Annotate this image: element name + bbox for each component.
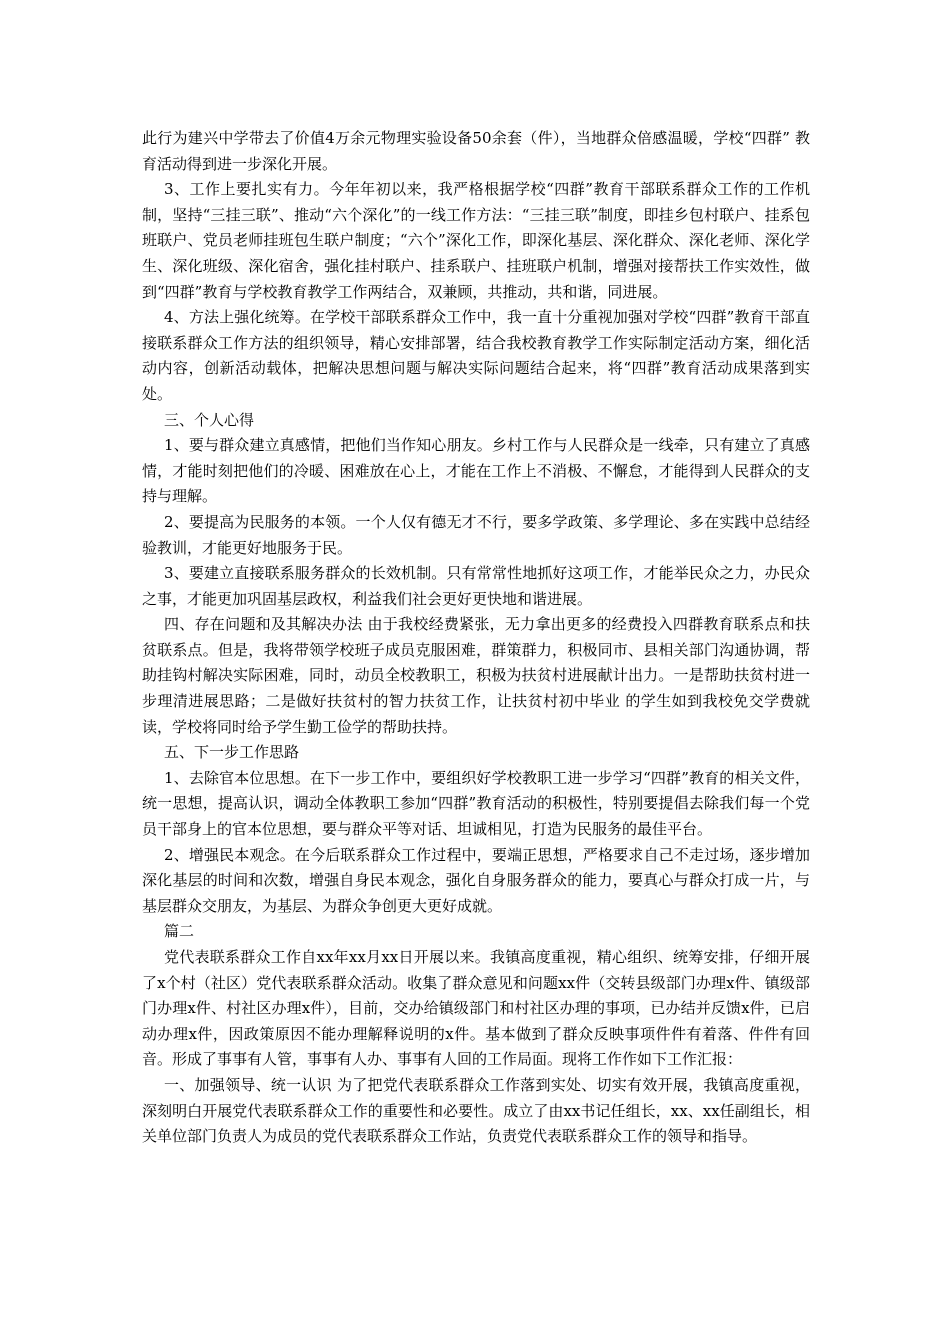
- paragraph-next-step-2: 2、增强民本观念。在今后联系群众工作过程中，要端正思想，严格要求自己不走过场，逐步增加深化基层的时间和次数，增强自身民本观念，强化自身服务群众的能力，要真心与群众打成一片，与基层群众交朋友，为基层、为群众争创更大更好成就。: [142, 845, 810, 915]
- document-body: [142, 126, 810, 1150]
- paragraph-insight-1: 1、要与群众建立真感情，把他们当作知心朋友。乡村工作与人民群众是一线牵，只有建立了真感情，才能时刻把他们的冷暖、困难放在心上，才能在工作上不消极、不懈怠，才能得到人民群众的支持与理解。: [142, 436, 810, 506]
- paragraph-leadership: 一、加强领导、统一认识 为了把党代表联系群众工作落到实处、切实有效开展，我镇高度重视，深刻明白开展党代表联系群众工作的重要性和必要性。成立了由xx书记任组长，xx、xx任副组长，相关单位部门负责人为成员的党代表联系群众工作站，负责党代表联系群众工作的领导和指导。: [142, 1075, 810, 1146]
- section-heading-part-two: 篇二: [164, 922, 195, 941]
- paragraph-part-two-intro: 党代表联系群众工作自xx年xx月xx日开展以来。我镇高度重视，精心组织、统筹安排，仔细开展了x个村（社区）党代表联系群众活动。收集了群众意见和问题xx件（交转县级部门办理x件、镇级部门办理x件、村社区办理x件），目前，交办给镇级部门和村社区办理的事项，已办结并反馈x件，已启动办理x件，因政策原因不能办理解释说明的x件。基本做到了群众反映事项件件有着落、件件有回音。形成了事事有人管，事事有人办、事事有人回的工作局面。现将工作作如下工作汇报：: [142, 948, 810, 1069]
- paragraph-next-step-1: 1、去除官本位思想。在下一步工作中，要组织好学校教职工进一步学习“四群”教育的相关文件，统一思想，提高认识，调动全体教职工参加“四群”教育活动的积极性，特别要提倡去除我们每一个党员干部身上的官本位思想，要与群众平等对话、坦诚相见，打造为民服务的最佳平台。: [142, 768, 810, 839]
- paragraph-insight-2: 2、要提高为民服务的本领。一个人仅有德无才不行，要多学政策、多学理论、多在实践中总结经验教训，才能更好地服务于民。: [142, 512, 810, 557]
- paragraph-method-coordination: 4、方法上强化统筹。在学校干部联系群众工作中，我一直十分重视加强对学校“四群”教育干部直接联系群众工作方法的组织领导，精心安排部署，结合我校教育教学工作实际制定活动方案，细化活动内容，创新活动载体，把解决思想问题与解决实际问题结合起来，将“四群”教育活动成果落到实处。: [142, 308, 810, 403]
- paragraph-continuation: 此行为建兴中学带去了价值4万余元物理实验设备50余套（件），当地群众倍感温暖，学校“四群” 教育活动得到进一步深化开展。: [142, 129, 810, 173]
- section-heading-personal-insights: 三、个人心得: [164, 410, 255, 429]
- section-heading-next-steps: 五、下一步工作思路: [164, 743, 300, 762]
- paragraph-insight-3: 3、要建立直接联系服务群众的长效机制。只有常常性地抓好这项工作，才能举民众之力，办民众之事，才能更加巩固基层政权，利益我们社会更好更快地和谐进展。: [142, 564, 810, 608]
- paragraph-work-solid: 3、工作上要扎实有力。今年年初以来，我严格根据学校“四群”教育干部联系群众工作的工作机制，坚持“三挂三联”、推动“六个深化”的一线工作方法：“三挂三联”制度，即挂乡包村联户、挂系包班联户、党员老师挂班包生联户制度；“六个”深化工作，即深化基层、深化群众、深化老师、深化学生、深化班级、深化宿舍，强化挂村联户、挂系联户、挂班联户机制，增强对接帮扶工作实效性，做到“四群”教育与学校教育教学工作两结合，双兼顾，共推动，共和谐，同进展。: [142, 180, 810, 301]
- paragraph-problems-solutions: 四、存在问题和及其解决办法 由于我校经费紧张，无力拿出更多的经费投入四群教育联系点和扶贫联系点。但是，我将带领学校班子成员克服困难，群策群力，积极同市、县相关部门沟通协调，帮助挂钩村解决实际困难，同时，动员全校教职工，积极为扶贫村进展献计出力。一是帮助扶贫村进一步理清进展思路；二是做好扶贫村的智力扶贫工作，让扶贫村初中毕业 的学生如到我校免交学费就读，学校将同时给予学生勤工俭学的帮助扶持。: [142, 615, 810, 736]
